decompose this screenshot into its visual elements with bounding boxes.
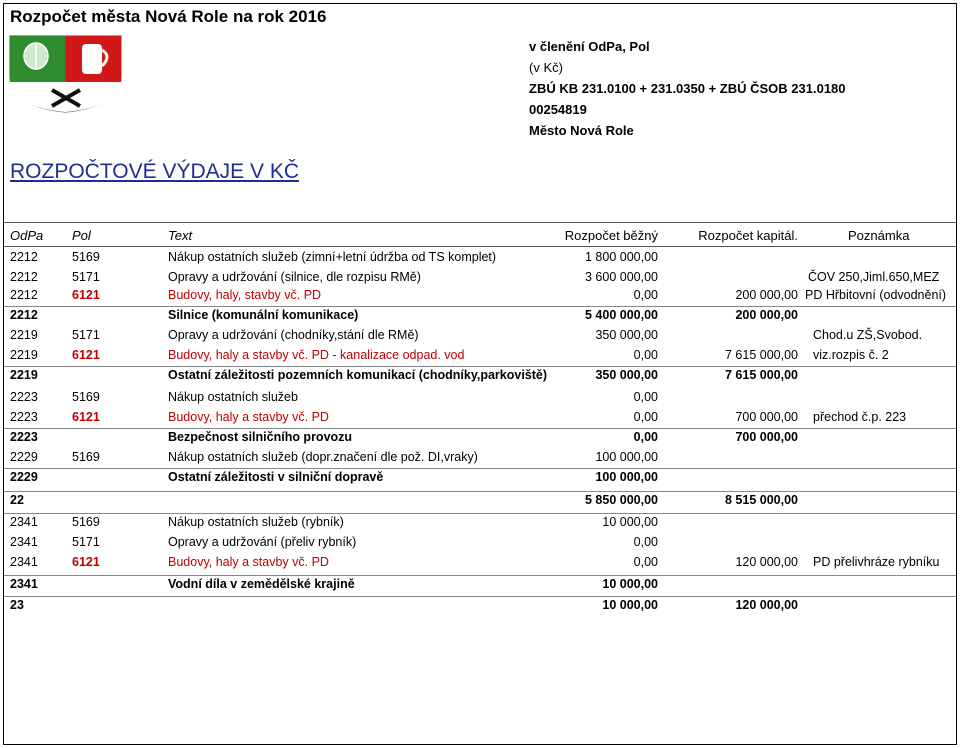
table-row bbox=[0, 493, 960, 513]
cell-bezny: 5 850 000,00 bbox=[585, 493, 658, 507]
cell-text: Opravy a udržování (chodníky,stání dle RMě) bbox=[168, 328, 419, 342]
cell-pol: 5171 bbox=[72, 328, 100, 342]
table-row bbox=[0, 410, 960, 430]
cell-odpa: 23 bbox=[10, 598, 24, 612]
cell-odpa: 2341 bbox=[10, 577, 38, 591]
cell-kapital: 120 000,00 bbox=[735, 598, 798, 612]
cell-text: Silnice (komunální komunikace) bbox=[168, 308, 359, 322]
cell-bezny: 0,00 bbox=[633, 288, 658, 302]
col-header-odpa: OdPa bbox=[10, 228, 44, 243]
cell-bezny: 0,00 bbox=[633, 348, 658, 362]
row-separator bbox=[4, 366, 956, 367]
row-separator bbox=[4, 468, 956, 469]
table-row bbox=[0, 288, 960, 308]
table-row bbox=[0, 535, 960, 555]
coat-of-arms-icon bbox=[8, 34, 123, 114]
table-row bbox=[0, 450, 960, 470]
cell-odpa: 2341 bbox=[10, 515, 38, 529]
row-separator bbox=[4, 575, 956, 576]
cell-poznamka: ČOV 250,Jiml.650,MEZ bbox=[808, 270, 940, 284]
cell-odpa: 2219 bbox=[10, 348, 38, 362]
cell-bezny: 350 000,00 bbox=[595, 328, 658, 342]
cell-kapital: 200 000,00 bbox=[735, 308, 798, 322]
cell-pol: 6121 bbox=[72, 288, 100, 302]
cell-bezny: 0,00 bbox=[633, 430, 658, 444]
cell-kapital: 700 000,00 bbox=[735, 410, 798, 424]
cell-kapital: 8 515 000,00 bbox=[725, 493, 798, 507]
cell-bezny: 10 000,00 bbox=[602, 515, 658, 529]
cell-text: Opravy a udržování (přeliv rybník) bbox=[168, 535, 357, 549]
row-separator bbox=[4, 596, 956, 597]
meta-line-1: v členění OdPa, Pol bbox=[529, 39, 650, 54]
cell-bezny: 0,00 bbox=[633, 535, 658, 549]
table-row bbox=[0, 470, 960, 490]
cell-odpa: 2223 bbox=[10, 410, 38, 424]
col-header-pol: Pol bbox=[72, 228, 91, 243]
cell-pol: 5169 bbox=[72, 515, 100, 529]
cell-kapital: 120 000,00 bbox=[735, 555, 798, 569]
cell-text: Vodní díla v zemědělské krajině bbox=[168, 577, 355, 591]
meta-line-2: (v Kč) bbox=[529, 60, 563, 75]
cell-poznamka: viz.rozpis č. 2 bbox=[813, 348, 889, 362]
cell-bezny: 3 600 000,00 bbox=[585, 270, 658, 284]
cell-text: Nákup ostatních služeb (rybník) bbox=[168, 515, 344, 529]
cell-pol: 6121 bbox=[72, 555, 100, 569]
cell-text: Budovy, haly a stavby vč. PD bbox=[168, 410, 329, 424]
cell-bezny: 0,00 bbox=[633, 410, 658, 424]
cell-text: Nákup ostatních služeb (dopr.značení dle pož. DI,vraky) bbox=[168, 450, 478, 464]
cell-poznamka: PD Hřbitovní (odvodnění) bbox=[805, 288, 947, 302]
table-row bbox=[0, 390, 960, 410]
cell-pol: 5169 bbox=[72, 250, 100, 264]
cell-kapital: 7 615 000,00 bbox=[725, 368, 798, 382]
cell-odpa: 2212 bbox=[10, 270, 38, 284]
row-separator bbox=[4, 513, 956, 514]
row-separator bbox=[4, 306, 956, 307]
cell-kapital: 700 000,00 bbox=[735, 430, 798, 444]
cell-odpa: 2341 bbox=[10, 535, 38, 549]
cell-odpa: 2229 bbox=[10, 450, 38, 464]
cell-odpa: 2223 bbox=[10, 390, 38, 404]
meta-line-4: 00254819 bbox=[529, 102, 587, 117]
cell-text: Bezpečnost silničního provozu bbox=[168, 430, 353, 444]
cell-odpa: 2212 bbox=[10, 288, 38, 302]
cell-text: Nákup ostatních služeb (zimní+letní údržba od TS komplet) bbox=[168, 250, 497, 264]
cell-text: Budovy, haly a stavby vč. PD bbox=[168, 555, 329, 569]
cell-odpa: 2219 bbox=[10, 328, 38, 342]
cell-poznamka: Chod.u ZŠ,Svobod. bbox=[813, 328, 923, 342]
cell-pol: 5171 bbox=[72, 535, 100, 549]
cell-poznamka: přechod č.p. 223 bbox=[813, 410, 907, 424]
cell-text: Opravy a udržování (silnice, dle rozpisu RMě) bbox=[168, 270, 421, 284]
cell-pol: 5169 bbox=[72, 390, 100, 404]
table-row bbox=[0, 348, 960, 368]
cell-pol: 5169 bbox=[72, 450, 100, 464]
cell-poznamka: PD přelivhráze rybníku bbox=[813, 555, 940, 569]
cell-bezny: 10 000,00 bbox=[602, 577, 658, 591]
cell-text: Nákup ostatních služeb bbox=[168, 390, 298, 404]
table-row bbox=[0, 577, 960, 597]
row-separator bbox=[4, 428, 956, 429]
cell-bezny: 0,00 bbox=[633, 390, 658, 404]
cell-text: Budovy, haly, stavby vč. PD bbox=[168, 288, 322, 302]
page-title: Rozpočet města Nová Role na rok 2016 bbox=[10, 7, 327, 26]
cell-bezny: 350 000,00 bbox=[595, 368, 658, 382]
table-row bbox=[0, 555, 960, 575]
header-bottom-rule bbox=[4, 246, 956, 247]
col-header-bezny: Rozpočet běžný bbox=[564, 228, 658, 243]
cell-kapital: 200 000,00 bbox=[735, 288, 798, 302]
table-row bbox=[0, 430, 960, 450]
cell-text: Ostatní záležitosti v silniční dopravě bbox=[168, 470, 384, 484]
table-row bbox=[0, 368, 960, 388]
cell-pol: 5171 bbox=[72, 270, 100, 284]
cell-kapital: 7 615 000,00 bbox=[725, 348, 798, 362]
cell-odpa: 2219 bbox=[10, 368, 38, 382]
col-header-poznamka: Poznámka bbox=[848, 228, 910, 243]
cell-bezny: 0,00 bbox=[633, 555, 658, 569]
cell-bezny: 5 400 000,00 bbox=[585, 308, 658, 322]
cell-bezny: 100 000,00 bbox=[595, 450, 658, 464]
meta-line-5: Město Nová Role bbox=[529, 123, 634, 138]
table-row bbox=[0, 515, 960, 535]
section-heading: ROZPOČTOVÉ VÝDAJE V KČ bbox=[10, 160, 300, 183]
cell-bezny: 1 800 000,00 bbox=[585, 250, 658, 264]
cell-text: Ostatní záležitosti pozemních komunikací (chodníky,parkoviště) bbox=[168, 368, 548, 382]
table-row bbox=[0, 328, 960, 348]
table-row bbox=[0, 598, 960, 618]
cell-bezny: 100 000,00 bbox=[595, 470, 658, 484]
cell-bezny: 10 000,00 bbox=[602, 598, 658, 612]
col-header-kapital: Rozpočet kapitál. bbox=[698, 228, 798, 243]
cell-text: Budovy, haly a stavby vč. PD - kanalizace odpad. vod bbox=[168, 348, 465, 362]
meta-line-3: ZBÚ KB 231.0100 + 231.0350 + ZBÚ ČSOB 231.0180 bbox=[529, 81, 846, 96]
table-row bbox=[0, 250, 960, 270]
cell-odpa: 2212 bbox=[10, 250, 38, 264]
cell-odpa: 2229 bbox=[10, 470, 38, 484]
cell-odpa: 2341 bbox=[10, 555, 38, 569]
row-separator bbox=[4, 491, 956, 492]
cell-odpa: 2223 bbox=[10, 430, 38, 444]
table-row bbox=[0, 308, 960, 328]
cell-pol: 6121 bbox=[72, 348, 100, 362]
header-top-rule bbox=[4, 222, 956, 223]
cell-odpa: 2212 bbox=[10, 308, 38, 322]
col-header-text: Text bbox=[168, 228, 193, 243]
cell-odpa: 22 bbox=[10, 493, 24, 507]
table-row bbox=[0, 270, 960, 290]
cell-pol: 6121 bbox=[72, 410, 100, 424]
